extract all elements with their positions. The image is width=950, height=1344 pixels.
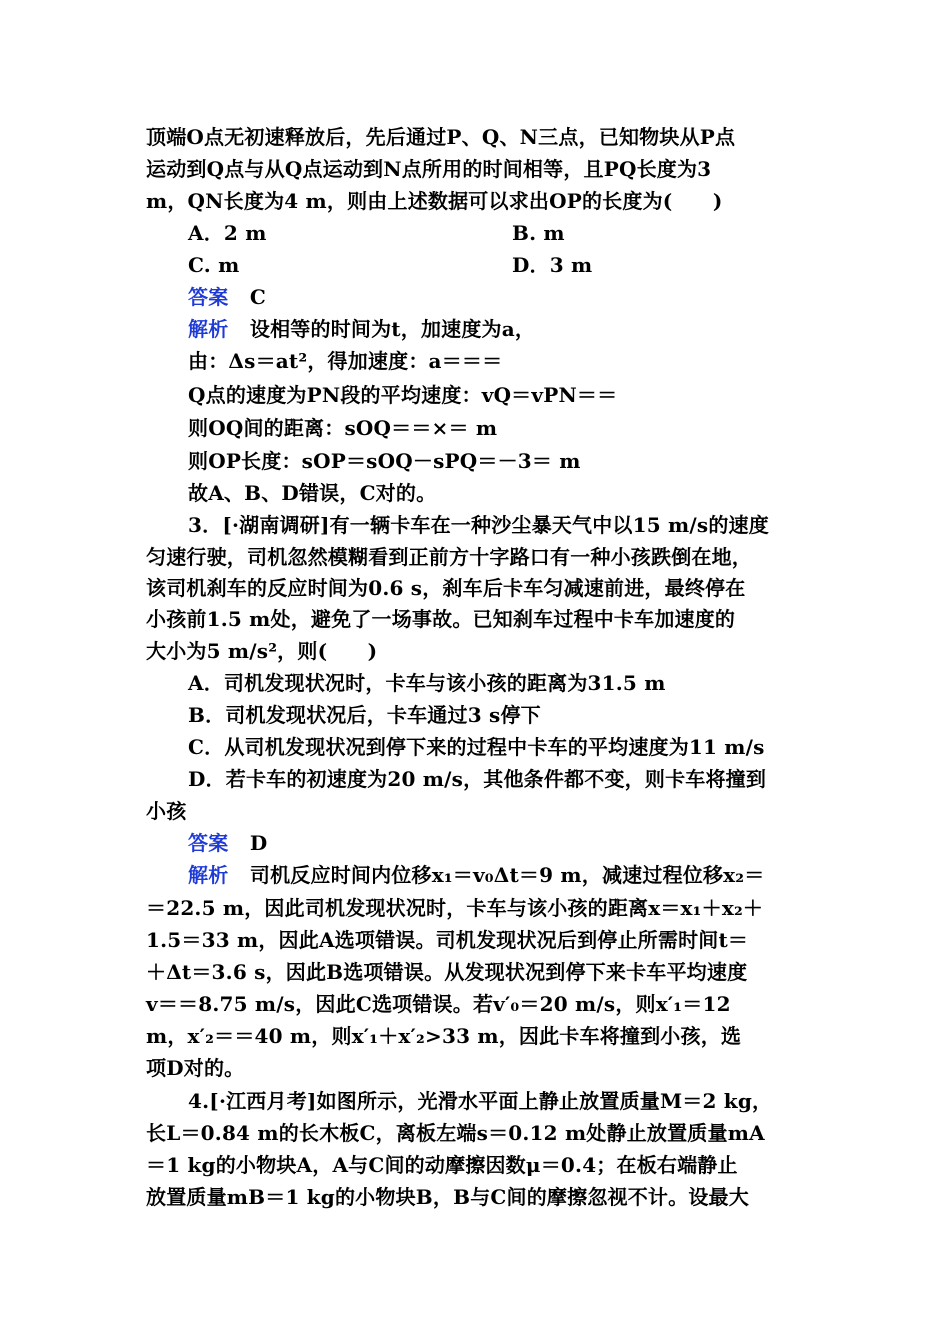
answer-value: D [249, 831, 268, 855]
problem4-stem-line3: ＝1 kg的小物块A，A与C间的动摩擦因数μ＝0.4；在板右端静止 [146, 1153, 738, 1177]
problem3-analysis-line5: v＝＝8.75 m/s，因此C选项错误。若v′₀＝20 m/s，则x′₁＝12 [146, 992, 731, 1016]
problem3-analysis-line3: 1.5＝33 m，因此A选项错误。司机发现状况后到停止所需时间t＝ [146, 928, 749, 952]
problem3-analysis-line4: ＋Δt＝3.6 s，因此B选项错误。从发现状况到停下来卡车平均速度 [146, 960, 748, 984]
problem3-option-a: A．司机发现状况时，卡车与该小孩的距离为31.5 m [188, 671, 666, 695]
problem2-analysis-line2: 由：Δs＝at²，得加速度：a＝＝＝ [188, 349, 503, 373]
analysis-text: 司机反应时间内位移x₁＝v₀Δt＝9 m，减速过程位移x₂＝ [249, 863, 765, 887]
problem2-option-c: C. m [188, 253, 240, 277]
problem3-option-d-cont: 小孩 [146, 799, 187, 823]
problem3-stem-line4: 小孩前1.5 m处，避免了一场事故。已知刹车过程中卡车加速度的 [146, 607, 736, 631]
problem3-analysis-line2: ＝22.5 m，因此司机发现状况时，卡车与该小孩的距离x＝x₁＋x₂＋ [146, 896, 764, 920]
problem3-answer [188, 828, 267, 858]
problem3-option-c: C．从司机发现状况到停下来的过程中卡车的平均速度为11 m/s [188, 735, 765, 759]
problem2-option-b: B. m [512, 221, 565, 245]
problem3-option-b: B．司机发现状况后，卡车通过3 s停下 [188, 703, 541, 727]
problem2-stem-line1: 顶端O点无初速释放后，先后通过P、Q、N三点，已知物块从P点 [146, 125, 736, 149]
problem2-option-a: A．2 m [188, 221, 267, 245]
problem2-stem-line2: 运动到Q点与从Q点运动到N点所用的时间相等，且PQ长度为3 [146, 157, 712, 181]
analysis-label: 解析 [188, 317, 229, 341]
problem4-stem-line4: 放置质量mB＝1 kg的小物块B，B与C间的摩擦忽视不计。设最大 [146, 1185, 749, 1209]
problem4-stem-line1: 4.[·江西月考]如图所示，光滑水平面上静止放置质量M＝2 kg， [188, 1089, 773, 1113]
answer-label: 答案 [188, 285, 229, 309]
answer-label: 答案 [188, 831, 229, 855]
problem3-stem-line2: 匀速行驶，司机忽然模糊看到正前方十字路口有一种小孩跌倒在地， [146, 545, 752, 569]
problem3-stem-line3: 该司机刹车的反应时间为0.6 s，刹车后卡车匀减速前进，最终停在 [146, 576, 746, 600]
analysis-text: 设相等的时间为t，加速度为a， [249, 317, 536, 341]
problem2-analysis-line1 [188, 314, 535, 344]
problem2-option-d: D．3 m [512, 253, 593, 277]
problem2-analysis-line3: Q点的速度为PN段的平均速度：vQ＝vPN＝＝ [188, 383, 618, 407]
problem3-stem-line5: 大小为5 m/s²，则( ) [146, 639, 378, 663]
problem2-stem-line3: m，QN长度为4 m，则由上述数据可以求出OP的长度为( ) [146, 189, 723, 213]
analysis-label: 解析 [188, 863, 229, 887]
problem2-analysis-line4: 则OQ间的距离：sOQ＝＝×＝ m [188, 416, 498, 440]
answer-value: C [249, 285, 267, 309]
problem3-analysis-line7: 项D对的。 [146, 1056, 245, 1080]
problem3-analysis-line1 [188, 860, 764, 890]
problem3-analysis-line6: m，x′₂＝＝40 m，则x′₁＋x′₂>33 m，因此卡车将撞到小孩，选 [146, 1024, 742, 1048]
problem3-stem-line1: 3．[·湖南调研]有一辆卡车在一种沙尘暴天气中以15 m/s的速度 [188, 513, 769, 537]
problem3-option-d: D．若卡车的初速度为20 m/s，其他条件都不变，则卡车将撞到 [188, 767, 767, 791]
problem2-analysis-line6: 故A、B、D错误，C对的。 [188, 481, 437, 505]
problem4-stem-line2: 长L＝0.84 m的长木板C，离板左端s＝0.12 m处静止放置质量mA [146, 1121, 765, 1145]
problem2-answer [188, 282, 266, 312]
problem2-analysis-line5: 则OP长度：sOP＝sOQ－sPQ＝－3＝ m [188, 449, 581, 473]
